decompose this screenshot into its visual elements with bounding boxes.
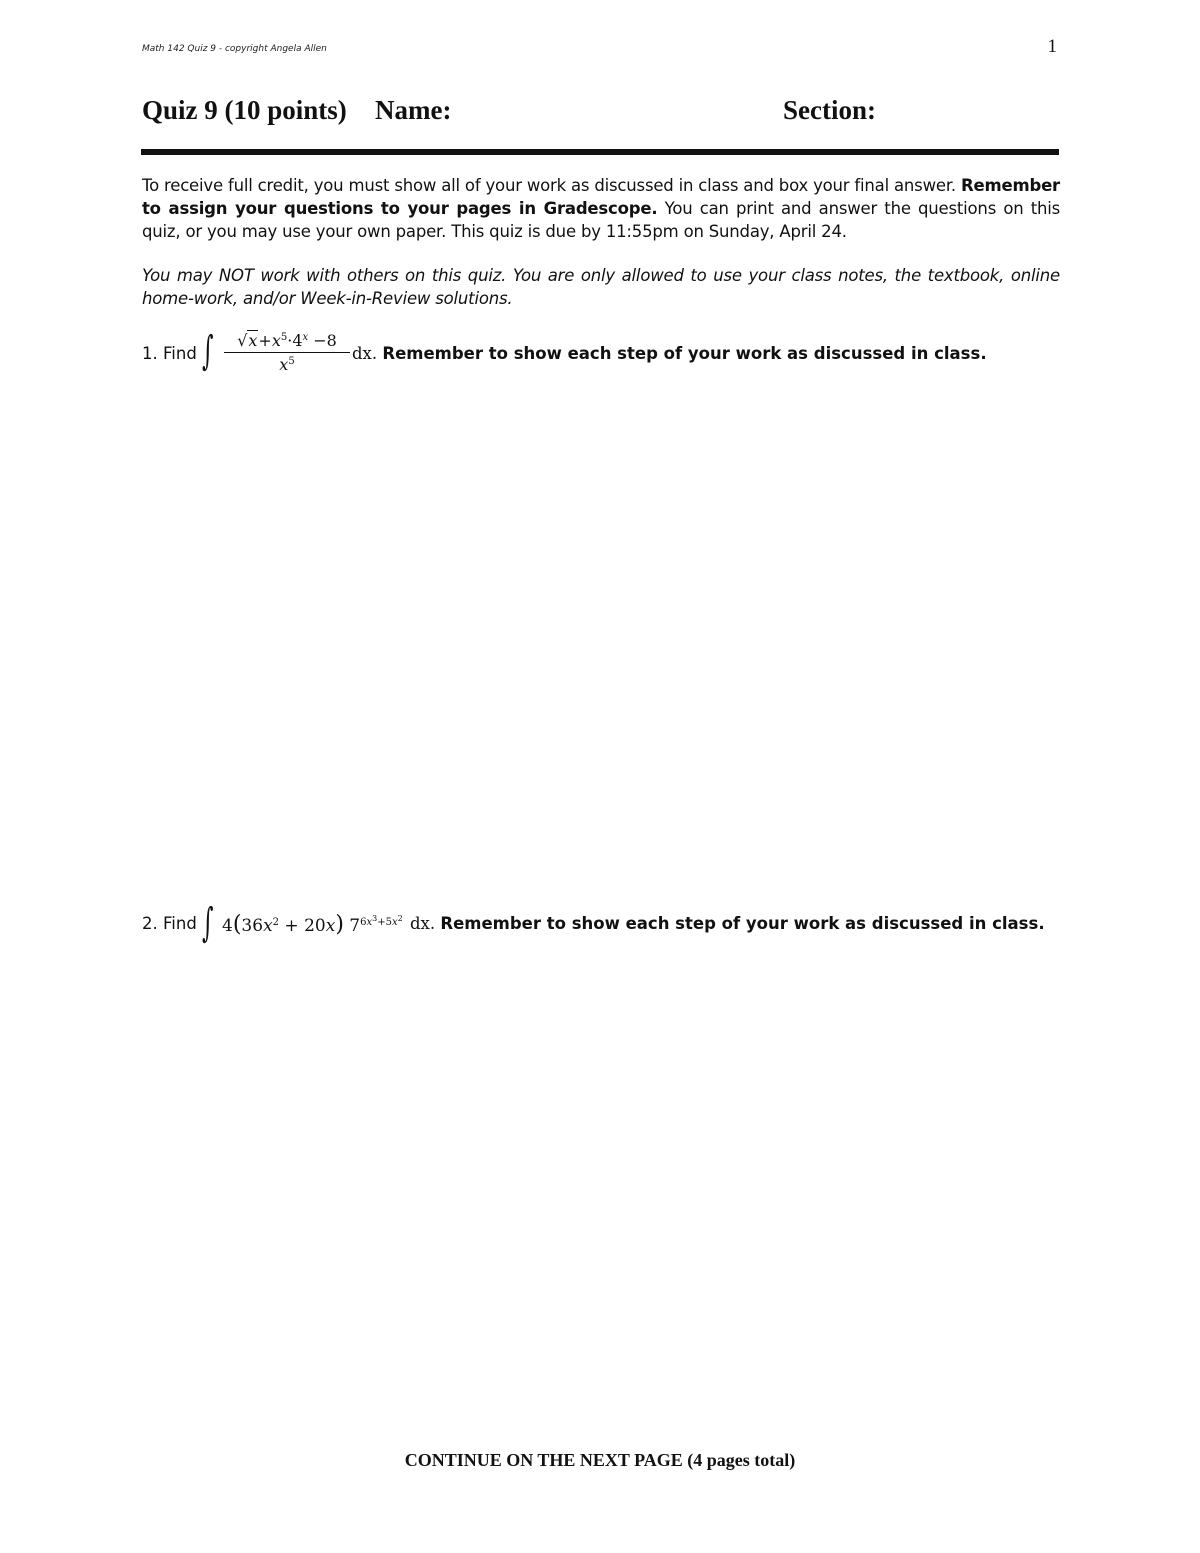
question-2-find: Find: [163, 914, 197, 933]
header-note: Math 142 Quiz 9 - copyright Angela Allen: [142, 44, 327, 54]
name-label: Name:: [375, 95, 452, 125]
integral-sign-icon: ∫: [202, 328, 214, 374]
question-1-lead: [142, 344, 197, 363]
instructions-gradescope-note: Remember to assign your questions to your pages in Gradescope.: [142, 176, 1060, 218]
question-1-dx: dx.: [352, 344, 378, 363]
integral-sign-icon: ∫: [202, 900, 214, 946]
question-1: [142, 326, 1042, 382]
instructions-paragraph: [142, 174, 1060, 243]
instructions-text-1: To receive full credit, you must show all of your work as discussed in class and box your final answer.: [142, 176, 961, 195]
question-2-number: 2.: [142, 914, 158, 933]
fraction-bar: [224, 352, 350, 353]
page-number: 1: [1047, 36, 1057, 57]
question-1-numerator: $√x+x^5\cdot 4^x -8$: [237, 331, 337, 350]
question-1-denominator: $x^5$: [279, 355, 295, 374]
footer-continue-notice: [0, 1450, 1200, 1471]
question-1-instruction: Remember to show each step of your work as discussed in class.: [382, 344, 987, 363]
question-1-number: 1.: [142, 344, 158, 363]
question-2-lead: [142, 914, 197, 933]
question-2-integrand: $4(36x^2 + 20x)$ $7^{6x^3+5x^2}$: [222, 912, 403, 937]
question-2: [142, 900, 1045, 950]
footer-total-pages: (4 pages total): [687, 1450, 796, 1470]
question-1-find: Find: [163, 344, 197, 363]
title-divider: [141, 149, 1059, 155]
question-2-instruction: Remember to show each step of your work as discussed in class.: [440, 914, 1045, 933]
instructions-text-2: You can print and answer the questions on this quiz, or you may use your own paper. This quiz is due by 11:55pm on Sunday, April 24.: [142, 199, 1061, 241]
policy-paragraph: You may NOT work with others on this quiz. You are only allowed to use your class notes, the textbook, online home-work, and/or Week-in-Review solutions.: [142, 266, 1060, 308]
question-1-fraction: [224, 330, 350, 374]
question-2-tail: [410, 914, 1045, 933]
quiz-title-text: Quiz 9 (10 points): [142, 95, 347, 125]
question-2-dx: dx.: [410, 914, 436, 933]
quiz-title: [142, 95, 1060, 135]
section-label: Section:: [783, 95, 876, 125]
footer-continue: CONTINUE ON THE NEXT PAGE: [404, 1450, 683, 1470]
question-1-tail: [352, 344, 987, 363]
